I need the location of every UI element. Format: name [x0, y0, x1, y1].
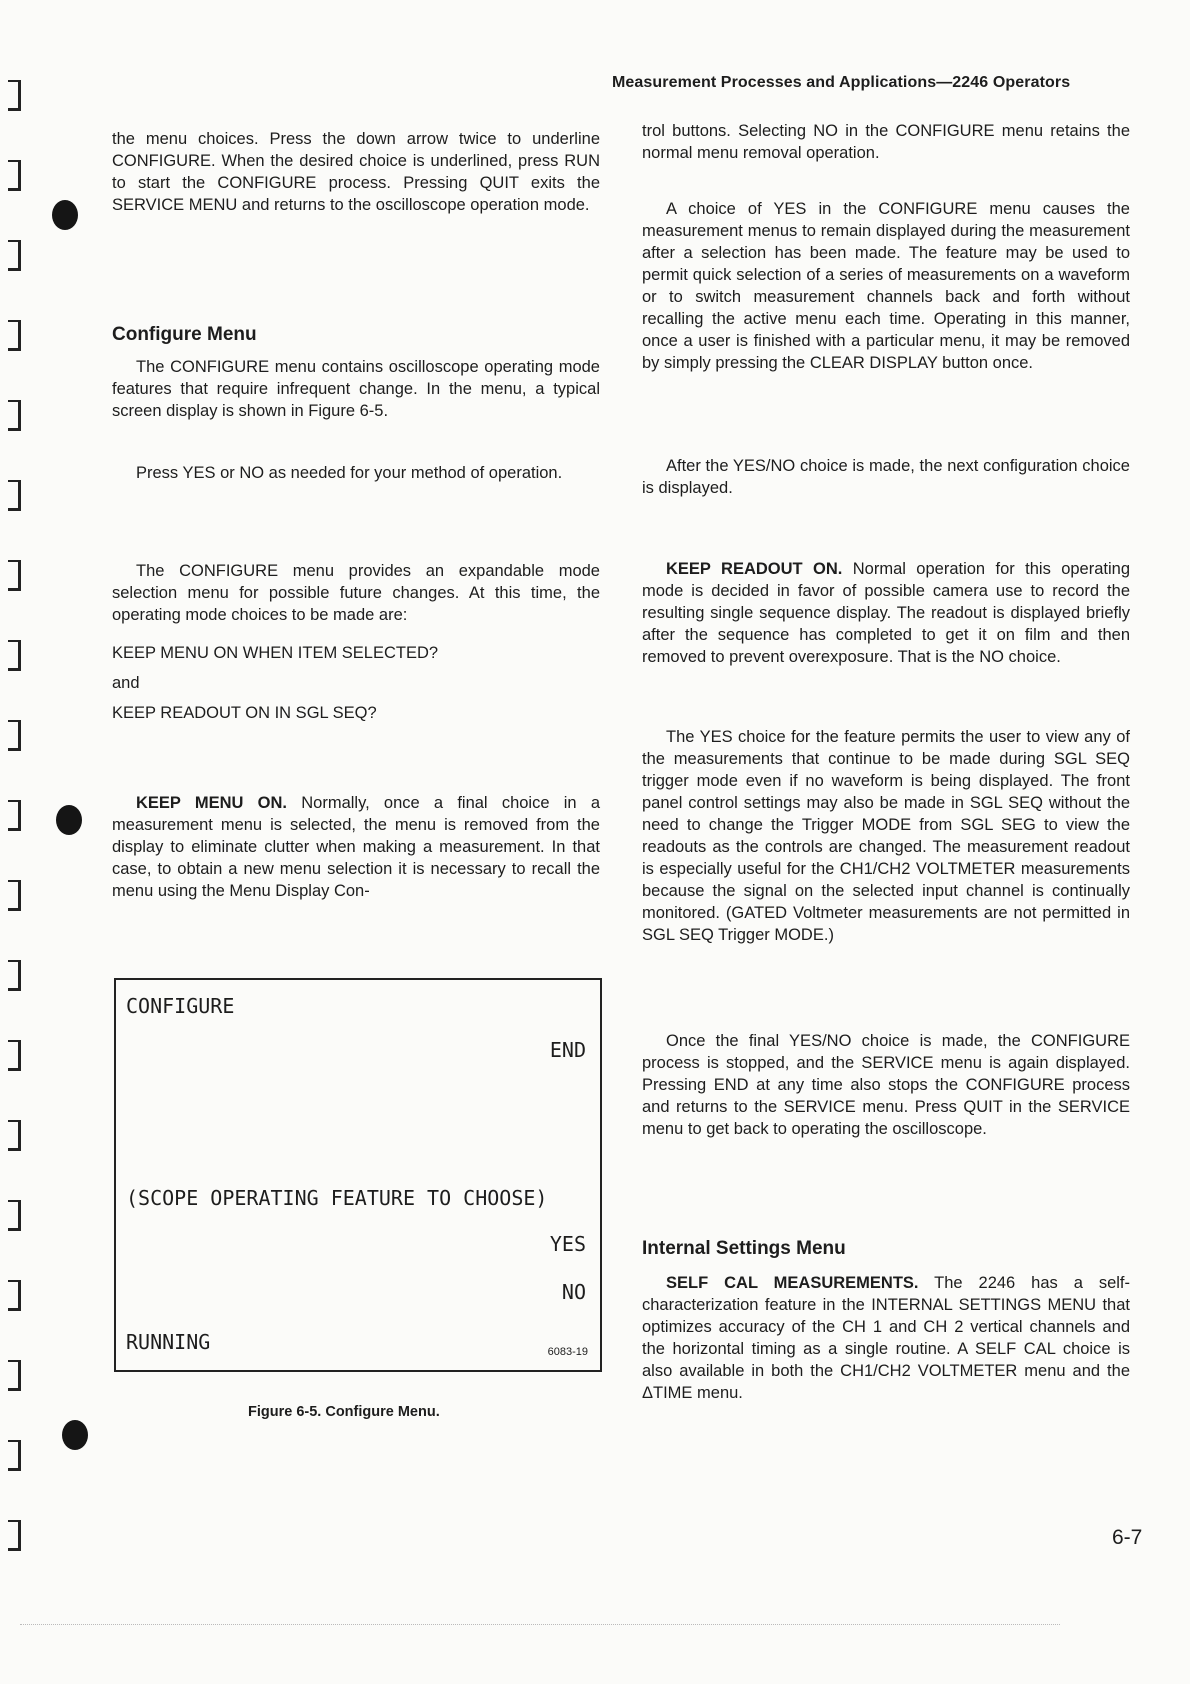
paragraph: trol buttons. Selecting NO in the CONFIGURE menu retains the normal menu removal operation.: [642, 122, 1130, 162]
left-configure-section: [112, 324, 600, 422]
left-para-1: [112, 128, 600, 216]
paragraph: The CONFIGURE menu provides an expandable mode selection menu for possible future changes. At this time, the operating mode choices to be made are:: [112, 562, 600, 624]
binding-mark: [8, 1040, 21, 1071]
punch-hole: [56, 805, 82, 835]
paragraph: The CONFIGURE menu contains oscilloscope operating mode features that require infrequent change. In the menu, a typical screen display is shown in Figure 6-5.: [112, 358, 600, 420]
binding-mark: [8, 400, 21, 431]
binding-mark: [8, 320, 21, 351]
binding-mark: [8, 1360, 21, 1391]
right-para-2: [642, 198, 1130, 374]
binding-mark: [8, 560, 21, 591]
punch-hole: [52, 200, 78, 230]
figure-status: RUNNING: [126, 1330, 211, 1354]
binding-mark: [8, 1280, 21, 1311]
figure-feature-prompt: (SCOPE OPERATING FEATURE TO CHOOSE): [126, 1186, 548, 1210]
paragraph: Once the final YES/NO choice is made, the CONFIGURE process is stopped, and the SERVICE menu is again displayed. Pressing END at any time also stops the CONFIGURE process and returns to the SERVICE menu. Press QUIT in the SERVICE menu to get back to operating the oscilloscope.: [642, 1032, 1130, 1138]
binding-mark: [8, 480, 21, 511]
right-para-5: [642, 726, 1130, 946]
left-para-3: [112, 462, 600, 484]
binding-mark: [8, 160, 21, 191]
paragraph-text: Normal operation for this operating mode is decided in favor of possible camera use to record the resulting single sequence display. The readout is displayed briefly after the sequence has completed to get it on film and then removed to prevent overexposure. That is the NO choice.: [642, 560, 1131, 666]
right-internal-settings-section: [642, 1238, 1130, 1404]
run-in-heading: SELF CAL MEASUREMENTS.: [666, 1274, 919, 1292]
right-para-6: [642, 1030, 1130, 1140]
conjunction: and: [112, 674, 140, 692]
binding-mark: [8, 1200, 21, 1231]
scan-artifact: [20, 1624, 1060, 1626]
mode-choice: KEEP READOUT ON IN SGL SEQ?: [112, 704, 377, 722]
figure-id: 6083-19: [547, 1346, 588, 1358]
paragraph-text: Normally, once a final choice in a measurement menu is selected, the menu is removed from the display to eliminate clutter when making a measurement. In that case, to obtain a new menu selection it is necessary to recall the menu using the Menu Display Con-: [112, 794, 601, 900]
binding-mark: [8, 960, 21, 991]
figure-end-option: END: [549, 1038, 586, 1062]
punch-hole: [62, 1420, 88, 1450]
binding-mark: [8, 1120, 21, 1151]
right-para-1: [642, 120, 1130, 164]
paragraph: After the YES/NO choice is made, the next configuration choice is displayed.: [642, 457, 1130, 497]
run-in-heading: KEEP MENU ON.: [136, 794, 288, 812]
binding-mark: [8, 1520, 21, 1551]
right-para-3: [642, 455, 1130, 499]
left-para-5: [112, 792, 600, 902]
binding-mark: [8, 240, 21, 271]
binding-mark: [8, 800, 21, 831]
page-number: 6-7: [1112, 1526, 1143, 1549]
figure-title: CONFIGURE: [126, 994, 235, 1018]
mode-choice: KEEP MENU ON WHEN ITEM SELECTED?: [112, 644, 439, 662]
binding-mark: [8, 1440, 21, 1471]
configure-menu-figure: [114, 978, 602, 1372]
left-para-4: [112, 560, 600, 724]
run-in-heading: KEEP READOUT ON.: [666, 560, 843, 578]
paragraph: A choice of YES in the CONFIGURE menu causes the measurement menus to remain displayed during the measurement after a selection has been made. The feature may be used to permit quick selection of a series of measurements on a waveform or to switch measurement channels back and forth without recalling the active menu each time. Operating in this manner, once a user is finished with a particular menu, it may be removed by simply pressing the CLEAR DISPLAY button once.: [642, 200, 1130, 372]
figure-caption: Figure 6-5. Configure Menu.: [248, 1404, 440, 1420]
binding-mark: [8, 80, 21, 111]
section-heading: Internal Settings Menu: [642, 1238, 846, 1259]
binding-mark: [8, 720, 21, 751]
paragraph: The YES choice for the feature permits the user to view any of the measurements that continue to be made during SGL SEQ trigger mode even if no waveform is being displayed. The front panel control settings may also be made in SGL SEQ without the need to change the Trigger MODE from SGL SEG to view the readouts as the controls are changed. The measurement readout is especially useful for the CH1/CH2 VOLTMETER measurements because the signal on the selected input channel is continually monitored. (GATED Voltmeter measurements are not permitted in SGL SEQ Trigger MODE.): [642, 728, 1130, 944]
section-heading: Configure Menu: [112, 324, 257, 345]
binding-mark: [8, 640, 21, 671]
page-header: Measurement Processes and Applications—2246 Operators: [612, 74, 1071, 91]
paragraph-text: The 2246 has a self-characterization feature in the INTERNAL SETTINGS MENU that optimizes accuracy of the CH 1 and CH 2 vertical channels and the horizontal timing as a single routine. A SELF CAL choice is also available in both the CH1/CH2 VOLTMETER menu and the ΔTIME menu.: [642, 1274, 1131, 1402]
right-para-4: [642, 558, 1130, 668]
paragraph: Press YES or NO as needed for your method of operation.: [136, 464, 563, 482]
binding-edge: [4, 60, 30, 1620]
figure-yes-option: YES: [549, 1232, 586, 1256]
paragraph: the menu choices. Press the down arrow twice to underline CONFIGURE. When the desired choice is underlined, press RUN to start the CONFIGURE process. Pressing QUIT exits the SERVICE MENU and returns to the oscilloscope operation mode.: [112, 130, 600, 214]
figure-no-option: NO: [561, 1280, 586, 1304]
binding-mark: [8, 880, 21, 911]
